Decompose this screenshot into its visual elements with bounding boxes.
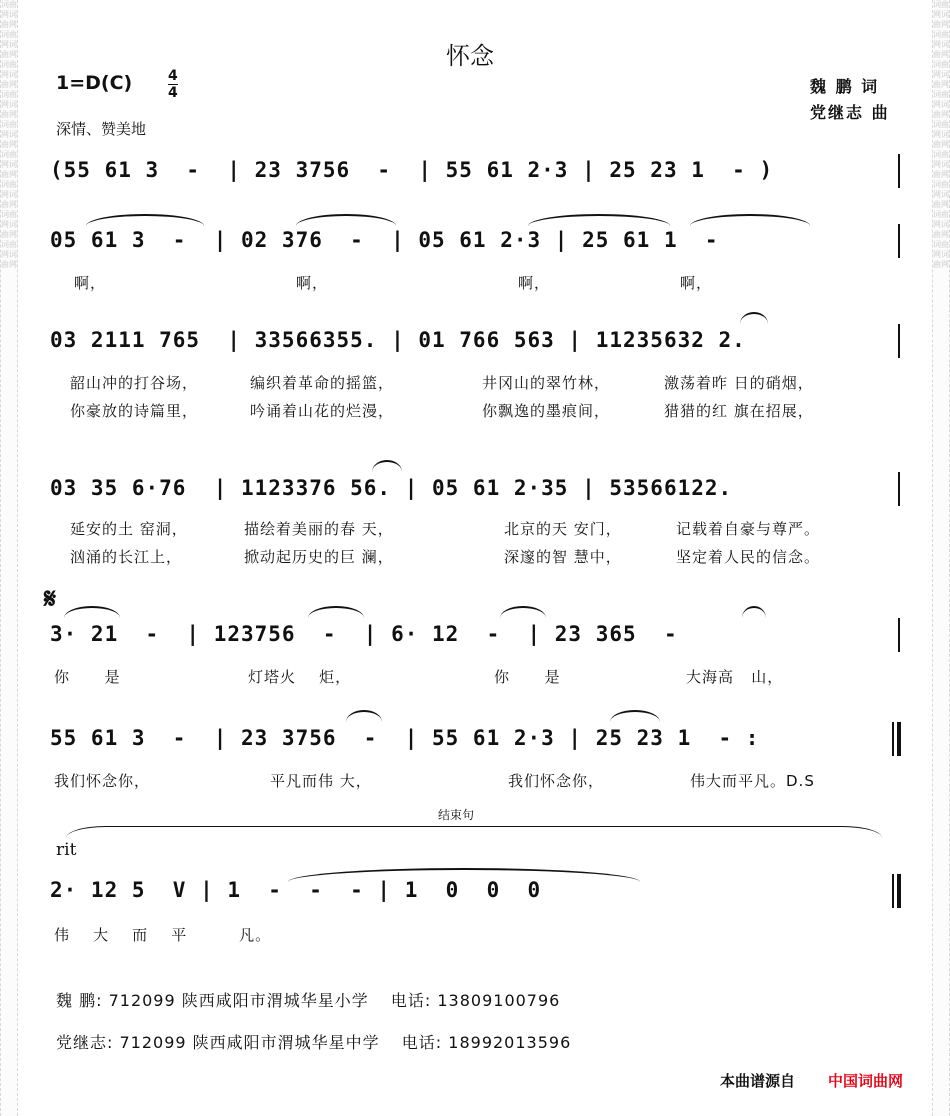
contact-postcode: 712099 [108, 991, 176, 1010]
ending-bracket [66, 826, 882, 841]
repeat-barline-thin [892, 722, 894, 756]
tempo-marking: 深情、赞美地 [56, 120, 147, 138]
contact-address: 陕西咸阳市渭城华星中学 [192, 1033, 380, 1052]
contact-line [56, 1030, 571, 1053]
lyric-phrase: 你 是 [54, 668, 121, 686]
segno-sign: 𝄋 [44, 582, 57, 615]
barline [898, 154, 900, 188]
notation-line: 05 61 3 - | 02 376 - | 05 61 2·3 | 25 61 1 - [50, 228, 719, 252]
barline [898, 324, 900, 358]
lyric-phrase: 啊， [518, 274, 551, 292]
contact-phone-label: 电话: [390, 991, 432, 1010]
lyric-phrase: 描绘着美丽的春 天， [244, 520, 394, 538]
barline [898, 224, 900, 258]
lyric-phrase: 吟诵着山花的烂漫， [250, 402, 395, 420]
lyric-phrase: 啊， [680, 274, 713, 292]
lyric-phrase: 汹涌的长江上， [70, 548, 183, 566]
lyric-phrase: 啊， [74, 274, 107, 292]
left-watermark-strip: 词曲网词曲网词曲网词曲网词曲网词曲网词曲网词曲网词曲网词曲网词曲网词曲网词曲网词曲网词曲网词曲网词曲网词曲网 [0, 0, 18, 1116]
song-title: 怀念 [446, 42, 494, 70]
lyric-phrase: 井冈山的翠竹林， [482, 374, 611, 392]
lyric-phrase: 你飘逸的墨痕间， [482, 402, 611, 420]
repeat-barline-thick [897, 722, 901, 756]
source-site-link[interactable]: 中国词曲网 [828, 1072, 904, 1090]
lyric-phrase: 灯塔火 炬， [248, 668, 352, 686]
notation-line: 2· 12 5 V | 1 - - - | 1 0 0 0 [50, 878, 542, 902]
time-signature-top: 4 [168, 68, 178, 84]
notation-line: 03 2111 765 | 33566355. | 01 766 563 | 11235632 2. [50, 328, 746, 352]
lyric-phrase: 大海高 山， [686, 668, 784, 686]
lyric-phrase: 延安的土 窑洞， [70, 520, 188, 538]
lyric-phrase: 激荡着昨 日的硝烟， [664, 374, 814, 392]
contact-phone: 13809100796 [437, 991, 561, 1010]
lyrics-row-7: 伟 大 而 平 凡。 [54, 926, 272, 944]
lyric-phrase: 你 是 [494, 668, 561, 686]
key-signature: 1=D(C) [56, 72, 133, 94]
ritardando-marking: rit [56, 840, 77, 860]
lyric-phrase: 编织着革命的摇篮， [250, 374, 395, 392]
contact-name: 党继志: [56, 1033, 114, 1052]
lyric-phrase: 掀动起历史的巨 澜， [244, 548, 394, 566]
lyric-phrase: 平凡而伟 大， [270, 772, 372, 790]
composer-credit: 党继志 曲 [810, 103, 890, 122]
lyric-phrase: 你豪放的诗篇里， [70, 402, 199, 420]
lyric-phrase: 我们怀念你， [54, 772, 151, 790]
lyric-phrase: 我们怀念你， [508, 772, 605, 790]
lyric-phrase: 北京的天 安门， [504, 520, 622, 538]
lyric-phrase: 伟大而平凡。D.S [690, 772, 815, 790]
lyric-phrase: 记载着自豪与尊严。 [676, 520, 821, 538]
contact-postcode: 712099 [119, 1033, 187, 1052]
lyric-phrase: 啊， [296, 274, 329, 292]
barline [898, 472, 900, 506]
lyricist-credit: 魏 鹏 词 [810, 77, 880, 96]
lyric-phrase: 韶山冲的打谷场， [70, 374, 199, 392]
notation-line: 55 61 3 - | 23 3756 - | 55 61 2·3 | 25 23 1 - : [50, 726, 760, 750]
contact-phone-label: 电话: [401, 1033, 443, 1052]
ending-label: 结束句 [438, 808, 475, 822]
time-signature-bottom: 4 [168, 85, 178, 101]
contact-name: 魏 鹏: [56, 991, 103, 1010]
contact-phone: 18992013596 [448, 1033, 572, 1052]
time-signature [168, 68, 178, 101]
final-barline-thin [892, 874, 894, 908]
lyric-phrase: 坚定着人民的信念。 [676, 548, 821, 566]
notation-line: (55 61 3 - | 23 3756 - | 55 61 2·3 | 25 23 1 - ) [50, 158, 774, 182]
source-label: 本曲谱源自 [720, 1072, 796, 1090]
notation-line: 03 35 6·76 | 1123376 56. | 05 61 2·35 | 53566122. [50, 476, 733, 500]
right-watermark-strip: 词曲网词曲网词曲网词曲网词曲网词曲网词曲网词曲网词曲网词曲网词曲网词曲网词曲网词曲网词曲网词曲网词曲网词曲网 [932, 0, 950, 1116]
barline [898, 618, 900, 652]
contact-line [56, 988, 560, 1011]
notation-line: 3· 21 - | 123756 - | 6· 12 - | 23 365 - [50, 622, 678, 646]
lyric-phrase: 深邃的智 慧中， [504, 548, 622, 566]
final-barline-thick [897, 874, 901, 908]
contact-address: 陕西咸阳市渭城华星小学 [181, 991, 369, 1010]
lyric-phrase: 猎猎的红 旗在招展， [664, 402, 814, 420]
